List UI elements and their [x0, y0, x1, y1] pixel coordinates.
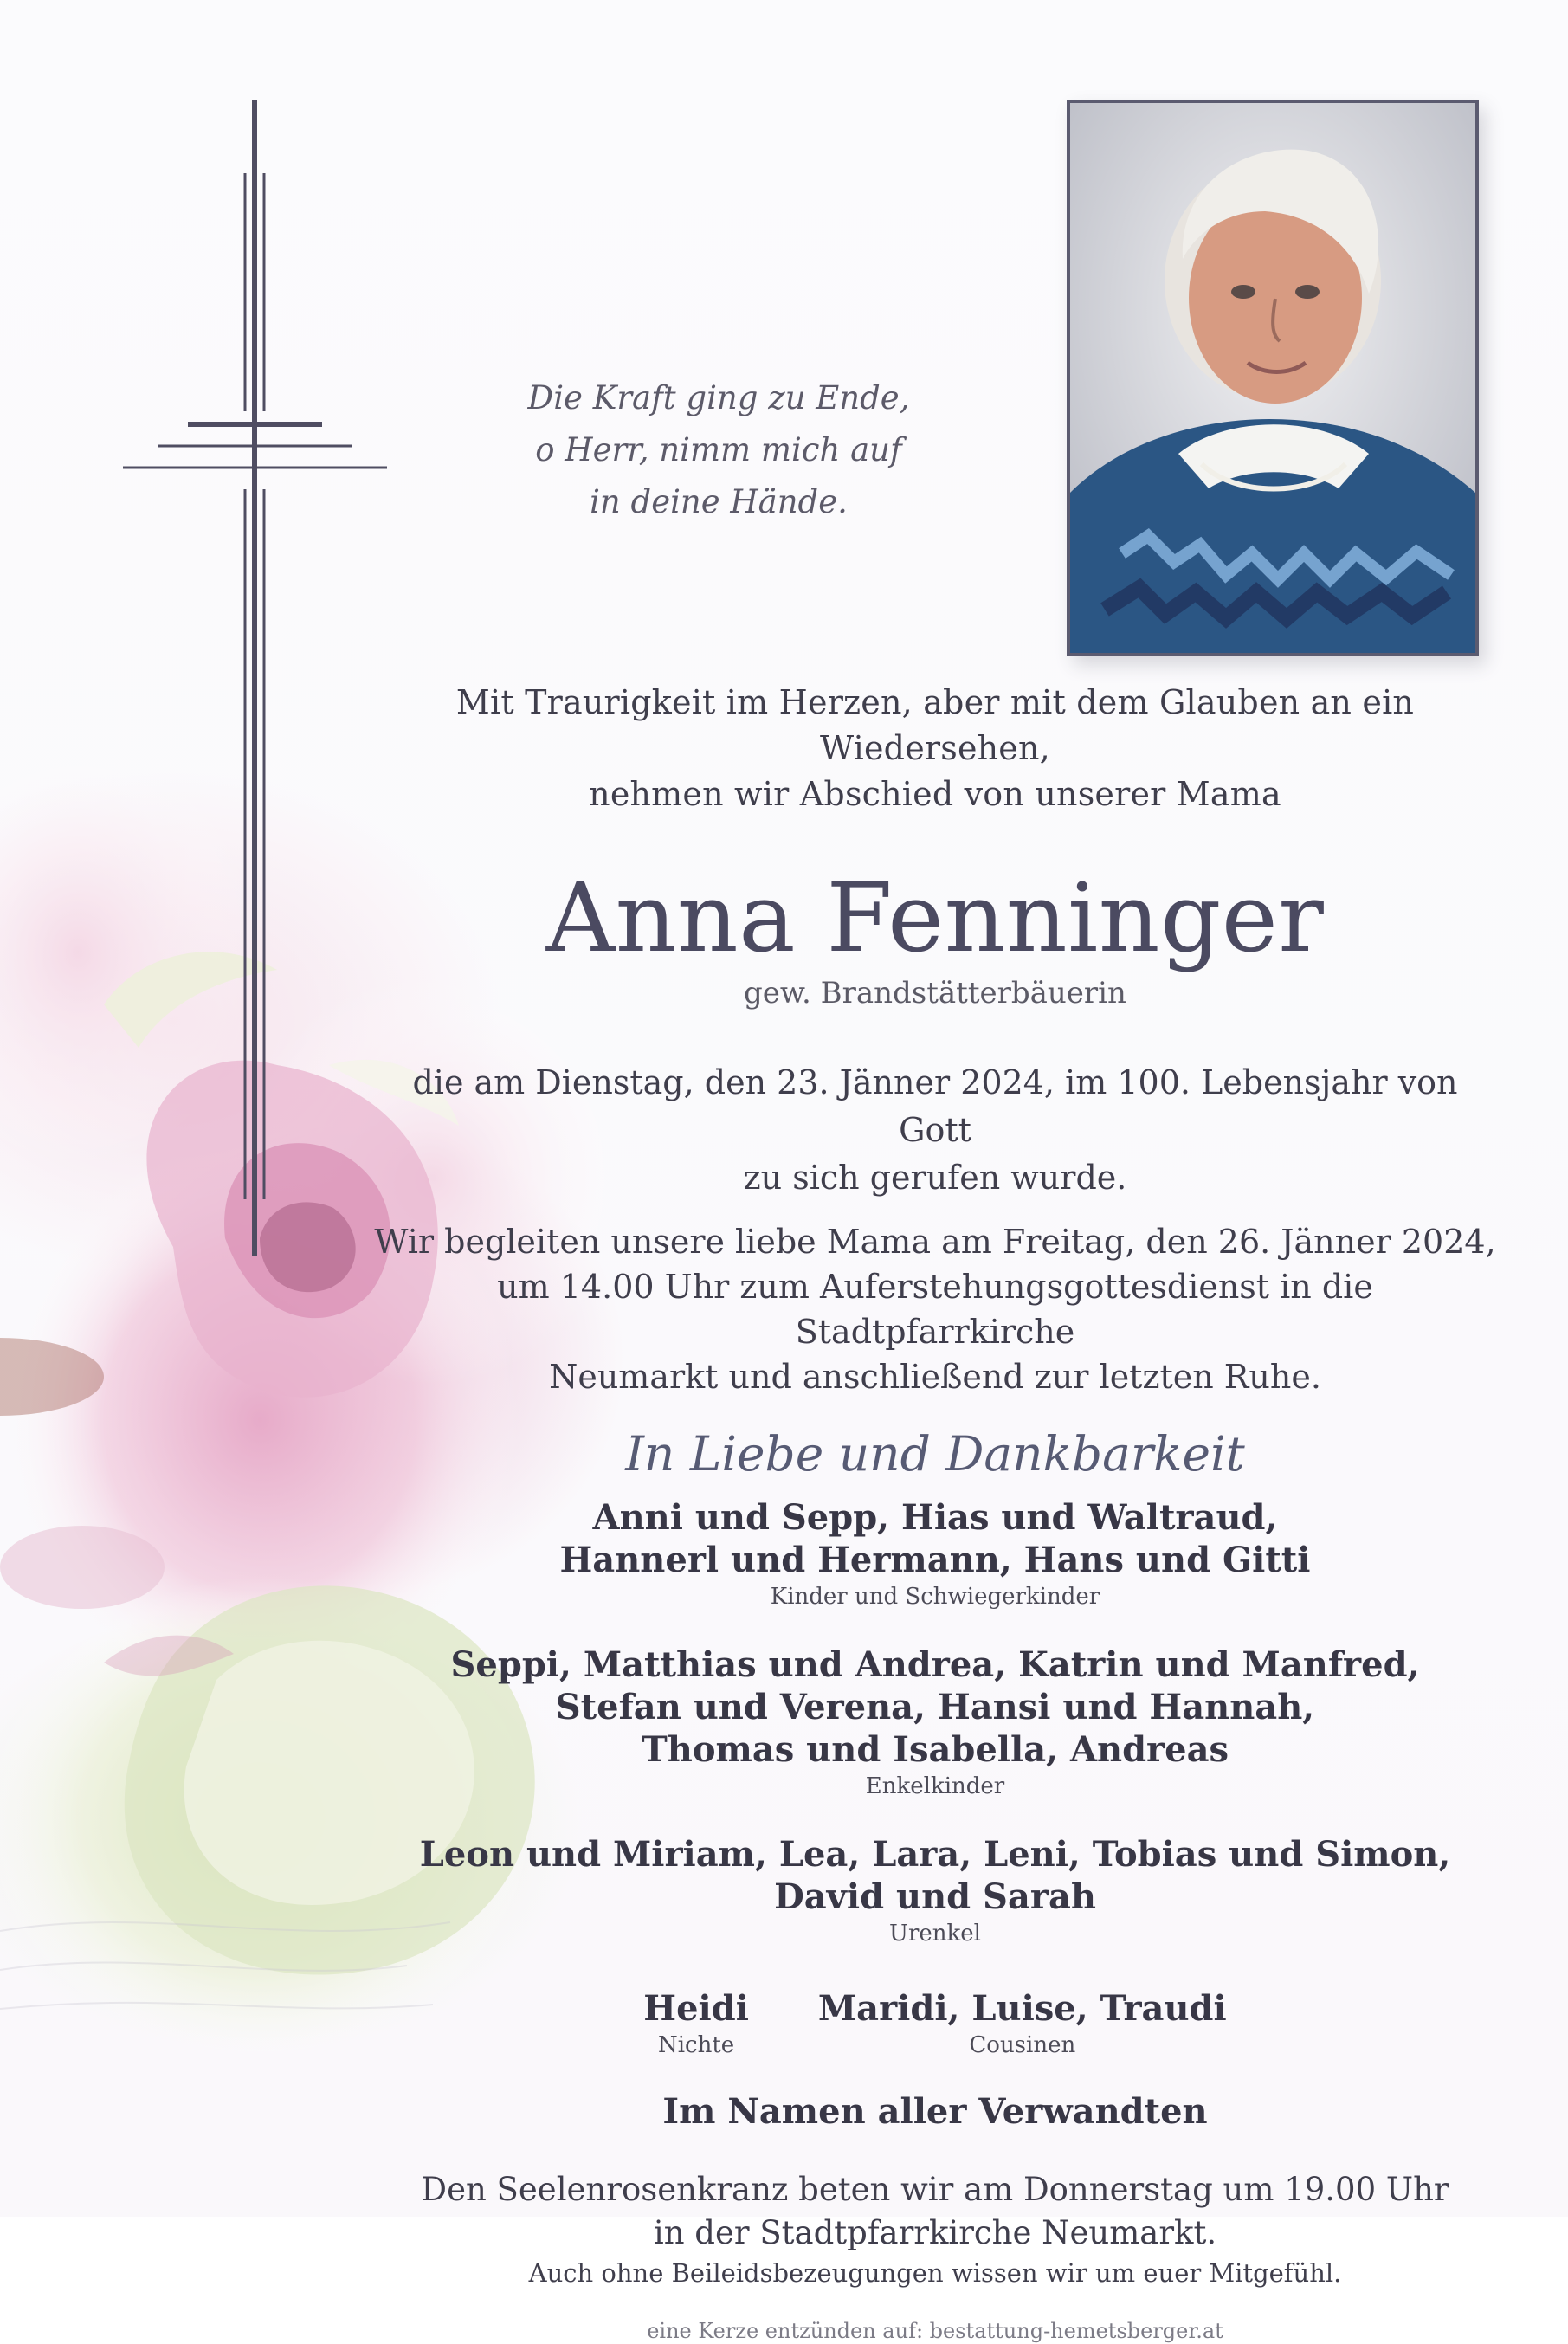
other-relatives-row: [372, 1987, 1498, 2061]
rosary-line: Den Seelenrosenkranz beten wir am Donnerstag um 19.00 Uhr: [421, 2171, 1449, 2208]
grandchildren-names-line: Seppi, Matthias und Andrea, Katrin und Manfred,: [450, 1644, 1420, 1685]
passing-line: die am Dienstag, den 23. Jänner 2024, im 100. Lebensjahr von Gott: [412, 1063, 1458, 1149]
cousins-relation: Cousinen: [969, 2032, 1076, 2058]
cousins-names: Maridi, Luise, Traudi: [817, 1988, 1227, 2029]
children-relation: Kinder und Schwiegerkinder: [770, 1584, 1100, 1610]
great-grandchildren-names-line: Leon und Miriam, Lea, Lara, Leni, Tobias und Simon,: [419, 1834, 1451, 1875]
great-grandchildren-names-line: David und Sarah: [774, 1876, 1096, 1917]
grandchildren-relation: Enkelkinder: [865, 1773, 1005, 1799]
rosary-line: in der Stadtpfarrkirche Neumarkt.: [653, 2214, 1217, 2251]
portrait-illustration: [1070, 103, 1475, 653]
niece-entry: [643, 1987, 749, 2061]
niece-name: Heidi: [643, 1988, 749, 2029]
deceased-name: Anna Fenninger: [545, 862, 1325, 973]
funeral-text: [372, 1219, 1498, 1399]
intro-line: Mit Traurigkeit im Herzen, aber mit dem Glauben an ein Wiedersehen,: [455, 683, 1415, 767]
intro-text: [372, 680, 1498, 817]
passing-text: [372, 1059, 1498, 1202]
condolence-note: Auch ohne Beileidsbezeugungen wissen wir um euer Mitgefühl.: [528, 2258, 1342, 2288]
funeral-line: Wir begleiten unsere liebe Mama am Freitag, den 26. Jänner 2024,: [374, 1223, 1496, 1261]
all-relatives-text: Im Namen aller Verwandten: [662, 2091, 1208, 2132]
grandchildren-names-line: Stefan und Verena, Hansi und Hannah,: [555, 1687, 1315, 1727]
candle-link-text: eine Kerze entzünden auf: bestattung-hemetsberger.at: [647, 2319, 1223, 2343]
thanks-heading: In Liebe und Dankbarkeit: [625, 1426, 1245, 1482]
rosary-text: [372, 2168, 1498, 2255]
children-names-line: Hannerl und Hermann, Hans und Gitti: [559, 1540, 1311, 1580]
portrait-photo: [1067, 100, 1479, 656]
cousins-entry: [818, 1987, 1227, 2061]
quote-line: in deine Hände.: [590, 483, 848, 520]
grandchildren-names-line: Thomas und Isabella, Andreas: [641, 1729, 1229, 1770]
cross-symbol: [123, 100, 387, 1256]
quote-line: Die Kraft ging zu Ende,: [527, 379, 910, 416]
intro-line: nehmen wir Abschied von unserer Mama: [589, 775, 1281, 813]
bible-quote: [485, 372, 952, 528]
children-names-line: Anni und Sepp, Hias und Waltraud,: [592, 1497, 1278, 1538]
quote-line: o Herr, nimm mich auf: [535, 431, 902, 468]
niece-relation: Nichte: [657, 2032, 735, 2058]
deceased-occupation: gew. Brandstätterbäuerin: [744, 976, 1126, 1011]
great-grandchildren-relation: Urenkel: [889, 1921, 981, 1947]
passing-line: zu sich gerufen wurde.: [743, 1159, 1127, 1197]
children-group: [372, 1496, 1498, 1612]
obituary-text: [372, 680, 1498, 2344]
grandchildren-group: [372, 1643, 1498, 1802]
great-grandchildren-group: [372, 1833, 1498, 1949]
funeral-line: Neumarkt und anschließend zur letzten Ruhe.: [549, 1358, 1321, 1396]
funeral-line: um 14.00 Uhr zum Auferstehungsgottesdienst in die Stadtpfarrkirche: [497, 1268, 1373, 1351]
